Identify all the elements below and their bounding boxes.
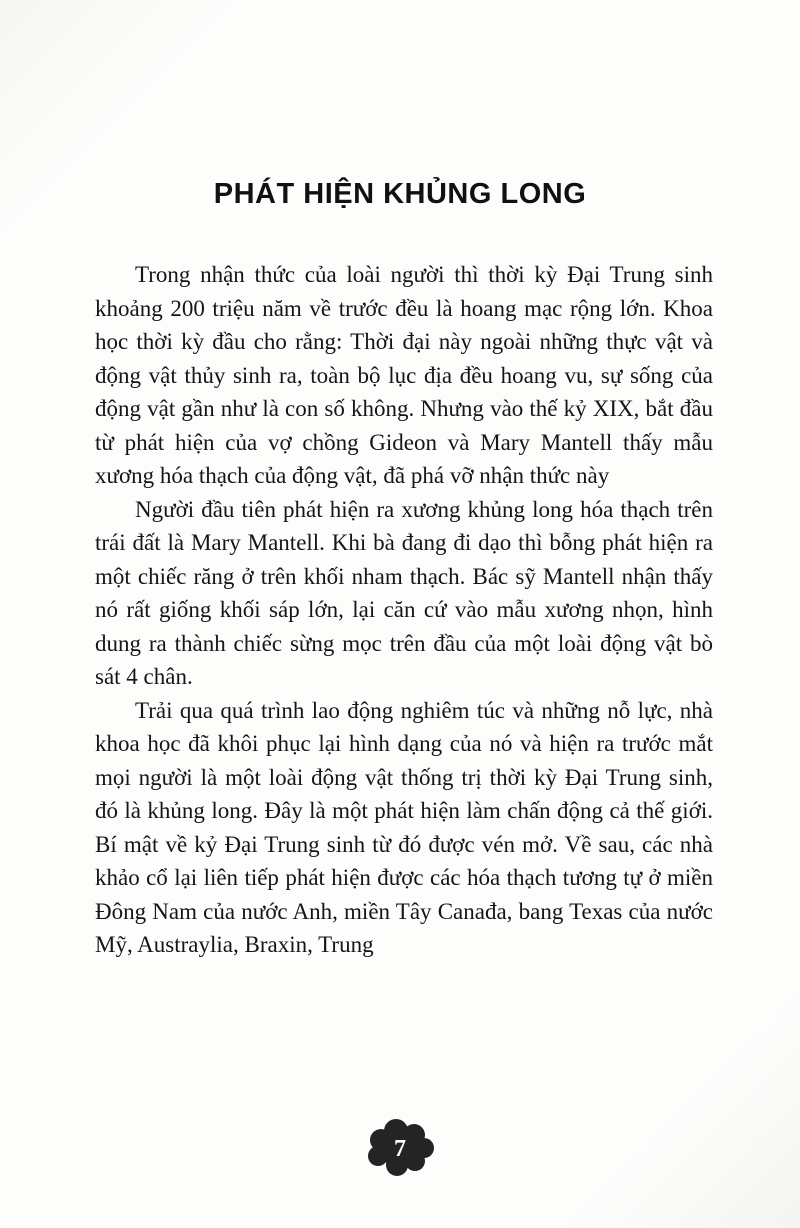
- paragraph-3: Trải qua quá trình lao động nghiêm túc và những nỗ lực, nhà khoa học đã khôi phục lại hình dạng của nó và hiện ra trước mắt mọi người là một loài động vật thống trị thời kỳ Đại Trung sinh, đó là khủng long. Đây là một phát hiện làm chấn động cả thế giới. Bí mật về kỷ Đại Trung sinh từ đó được vén mở. Về sau, các nhà khảo cổ lại liên tiếp phát hiện được các hóa thạch tương tự ở miền Đông Nam của nước Anh, miền Tây Canađa, bang Texas của nước Mỹ, Austraylia, Braxin, Trung: [95, 697, 713, 957]
- body-text: [95, 258, 713, 962]
- page-number: 7: [394, 1136, 406, 1162]
- paragraph-2: Người đầu tiên phát hiện ra xương khủng long hóa thạch trên trái đất là Mary Mantell. Khi bà đang đi dạo thì bỗng phát hiện ra một chiếc răng ở trên khối nham thạch. Bác sỹ Mantell nhận thấy nó rất giống khối sáp lớn, lại căn cứ vào mẫu xương nhọn, hình dung ra thành chiếc sừng mọc trên đầu của một loài động vật bò sát 4 chân.: [95, 496, 713, 689]
- page-number-badge: [363, 1118, 437, 1178]
- page-title: PHÁT HIỆN KHỦNG LONG: [213, 178, 587, 210]
- cloud-shape-icon: [363, 1118, 437, 1178]
- paragraph-1: Trong nhận thức của loài người thì thời kỳ Đại Trung sinh khoảng 200 triệu năm về trước đều là hoang mạc rộng lớn. Khoa học thời kỳ đầu cho rằng: Thời đại này ngoài những thực vật và động vật thủy sinh ra, toàn bộ lục địa đều hoang vu, sự sống của động vật gần như là con số không. Nhưng vào thế kỷ XIX, bắt đầu từ phát hiện của vợ chồng Gideon và Mary Mantell thấy mẫu xương hóa thạch của động vật, đã phá vỡ nhận thức này: [95, 262, 713, 488]
